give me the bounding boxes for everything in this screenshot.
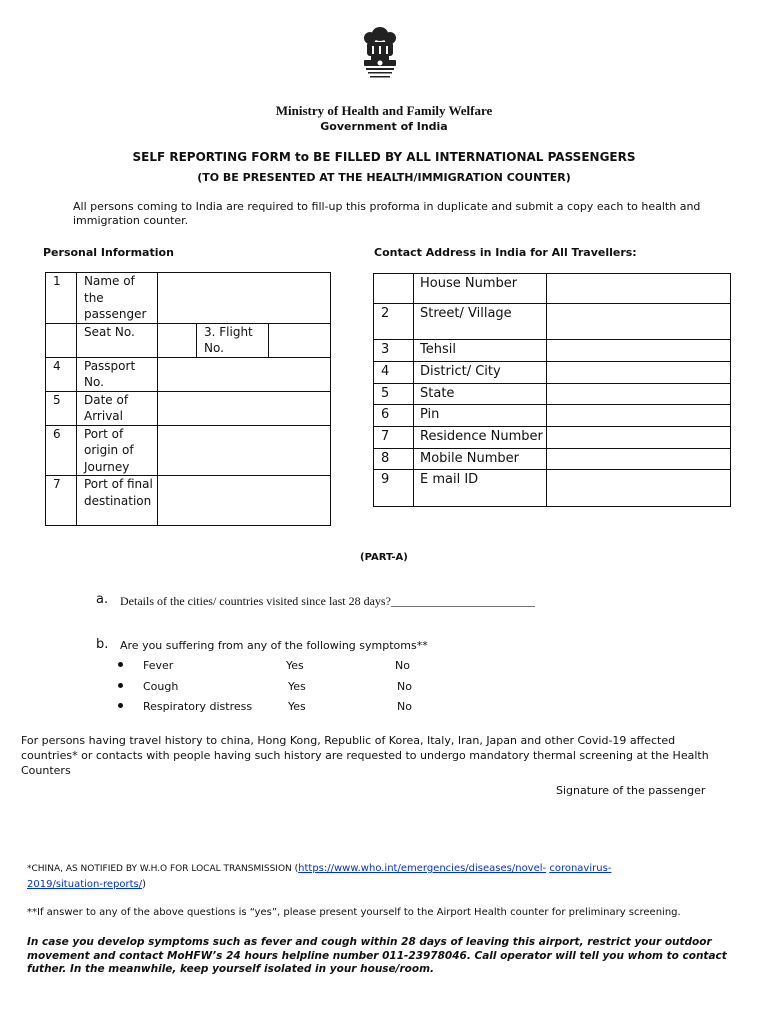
symptom-name: Respiratory distress [143, 700, 253, 713]
district-city-field[interactable] [547, 362, 731, 384]
who-link-part2[interactable]: coronavirus- [549, 863, 612, 874]
row-number: 6 [374, 405, 414, 427]
tehsil-label: Tehsil [414, 340, 547, 362]
table-row [46, 391, 331, 425]
row-number: 2 [374, 304, 414, 340]
district-city-label: District/ City [414, 362, 547, 384]
table-row [46, 476, 331, 526]
no-option[interactable]: No [395, 659, 410, 672]
ministry-title: Ministry of Health and Family Welfare [275, 103, 493, 118]
pin-label: Pin [414, 405, 547, 427]
row-number: 5 [374, 384, 414, 405]
row-number: 6 [46, 425, 77, 476]
government-subtitle: Government of India [320, 120, 448, 133]
intro-paragraph: All persons coming to India are required to fill-up this proforma in duplicate and submit a copy each to health and immigration counter. [73, 200, 701, 227]
bullet-icon [118, 662, 123, 667]
pin-field[interactable] [547, 405, 731, 427]
bullet-icon [118, 683, 123, 688]
residence-number-field[interactable] [547, 427, 731, 449]
seat-no-label: Seat No. [77, 323, 158, 357]
house-number-label: House Number [414, 274, 547, 304]
china-footnote [27, 861, 717, 892]
china-footnote-suffix: ) [142, 879, 146, 890]
email-label: E mail ID [414, 470, 547, 507]
row-number [374, 274, 414, 304]
email-field[interactable] [547, 470, 731, 507]
table-row [374, 470, 731, 507]
table-row [374, 384, 731, 405]
symptom-name: Fever [143, 659, 174, 672]
table-row [46, 273, 331, 324]
who-link-part1[interactable]: https://www.who.int/emergencies/diseases/novel- [298, 863, 547, 874]
state-label: State [414, 384, 547, 405]
arrival-date-field[interactable] [158, 391, 331, 425]
house-number-field[interactable] [547, 274, 731, 304]
table-row [374, 340, 731, 362]
table-row [46, 425, 331, 476]
passenger-name-label: Name of the passenger [77, 273, 158, 324]
symptom-name: Cough [143, 680, 179, 693]
part-a-heading: (PART-A) [360, 552, 408, 563]
signature-label: Signature of the passenger [556, 784, 706, 797]
table-row [374, 274, 731, 304]
china-footnote-prefix: *CHINA, AS NOTIFIED BY W.H.O FOR LOCAL TRANSMISSION ( [27, 864, 299, 874]
bullet-icon [118, 703, 123, 708]
passport-no-label: Passport No. [77, 357, 158, 391]
row-number: 9 [374, 470, 414, 507]
port-of-origin-field[interactable] [158, 425, 331, 476]
residence-number-label: Residence Number [414, 427, 547, 449]
mobile-number-field[interactable] [547, 449, 731, 470]
row-number: 8 [374, 449, 414, 470]
no-option[interactable]: No [397, 700, 412, 713]
empty-cell [46, 323, 77, 357]
symptoms-advice-note: In case you develop symptoms such as fever and cough within 28 days of leaving this airport, restrict your outdoor movement and contact MoHFW’s 24 hours helpline number 011-23978046. Call operator will tell you whom to contact futher. In the meanwhile, keep yourself isolated in your house/room. [27, 936, 727, 975]
question-a-marker: a. [96, 592, 109, 607]
personal-info-heading: Personal Information [43, 246, 174, 259]
contact-address-table [373, 273, 731, 507]
flight-no-field[interactable] [269, 323, 331, 357]
row-number: 3 [374, 340, 414, 362]
seat-no-field[interactable] [158, 323, 197, 357]
row-number: 7 [374, 427, 414, 449]
table-row [374, 427, 731, 449]
row-number: 4 [374, 362, 414, 384]
flight-no-label: 3. Flight No. [197, 323, 269, 357]
no-option[interactable]: No [397, 680, 412, 693]
mobile-number-label: Mobile Number [414, 449, 547, 470]
yes-option[interactable]: Yes [288, 680, 306, 693]
question-a-text: Details of the cities/ countries visited since last 28 days?________________________ [120, 594, 535, 608]
form-subtitle: (TO BE PRESENTED AT THE HEALTH/IMMIGRATION COUNTER) [197, 171, 571, 184]
table-row [46, 357, 331, 391]
row-number: 4 [46, 357, 77, 391]
form-title: SELF REPORTING FORM to BE FILLED BY ALL INTERNATIONAL PASSENGERS [132, 150, 636, 164]
passport-no-field[interactable] [158, 357, 331, 391]
question-b-text: Are you suffering from any of the following symptoms** [120, 639, 428, 652]
table-row [374, 405, 731, 427]
row-number: 7 [46, 476, 77, 526]
final-destination-label: Port of final destination [77, 476, 158, 526]
question-b-marker: b. [96, 637, 109, 652]
table-row [374, 304, 731, 340]
passenger-name-field[interactable] [158, 273, 331, 324]
contact-address-heading: Contact Address in India for All Travellers: [374, 246, 637, 259]
state-field[interactable] [547, 384, 731, 405]
tehsil-field[interactable] [547, 340, 731, 362]
port-of-origin-label: Port of origin of Journey [77, 425, 158, 476]
row-number: 5 [46, 391, 77, 425]
yes-answer-note: **If answer to any of the above questions is “yes”, please present yourself to the Airport Health counter for preliminary screening. [27, 907, 681, 918]
street-village-label: Street/ Village [414, 304, 547, 340]
table-row [374, 362, 731, 384]
who-link-part3[interactable]: 2019/situation-reports/ [27, 879, 143, 890]
final-destination-field[interactable] [158, 476, 331, 526]
table-row [46, 323, 331, 357]
street-village-field[interactable] [547, 304, 731, 340]
yes-option[interactable]: Yes [288, 700, 306, 713]
personal-info-table [45, 272, 331, 526]
arrival-date-label: Date of Arrival [77, 391, 158, 425]
yes-option[interactable]: Yes [286, 659, 304, 672]
travel-history-note: For persons having travel history to china, Hong Kong, Republic of Korea, Italy, Iran, Japan and other Covid-19 affected countries* or contacts with people having such history are requested to undergo mandatory thermal screening at the Health Counters [21, 734, 709, 777]
row-number: 1 [46, 273, 77, 324]
table-row [374, 449, 731, 470]
emblem-image [358, 24, 402, 86]
